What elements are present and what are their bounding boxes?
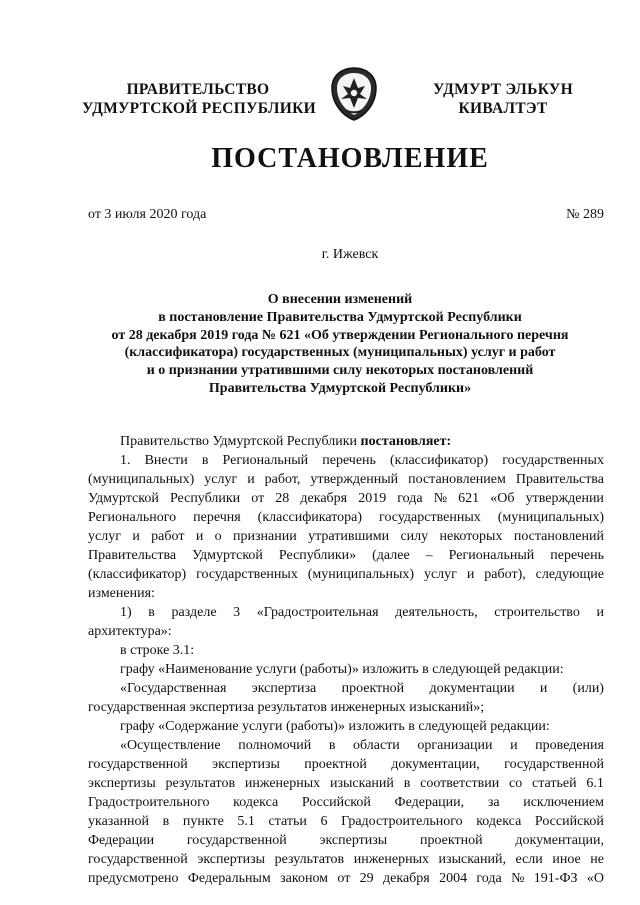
body-word: архитектура»: xyxy=(88,624,172,639)
body-word: Российской xyxy=(301,795,371,810)
body-word: «Осуществление xyxy=(120,738,221,753)
body-word: изменения: xyxy=(88,586,155,601)
body-word: соответствии xyxy=(420,776,500,791)
body-word: деятельность, xyxy=(395,605,478,620)
heading-line: (классификатора) государственных (муниципальных) услуг и работ xyxy=(124,345,556,361)
body-word: – xyxy=(425,548,433,563)
body-word: Регионального xyxy=(88,510,177,525)
body-line xyxy=(88,622,604,641)
document-title: ПОСТАНОВЛЕНИЕ xyxy=(211,143,489,174)
body-line xyxy=(88,603,604,622)
body-word: разделе xyxy=(171,605,217,620)
body-line xyxy=(88,489,604,508)
body-word: года xyxy=(397,491,423,506)
heading-line: в постановление Правительства Удмуртской Республики xyxy=(158,309,522,325)
body-word: изысканий xyxy=(329,776,394,791)
body-word: 1) xyxy=(120,605,132,620)
body-word: года xyxy=(476,871,502,886)
body-word: кодекса xyxy=(233,795,279,810)
body-word: строительство xyxy=(494,605,580,620)
body-line xyxy=(88,812,604,831)
body-word: перечень xyxy=(550,548,604,563)
body-word: и xyxy=(466,567,475,582)
body-word: 6 xyxy=(320,814,328,829)
body-word: Внести xyxy=(144,453,188,468)
issuer-udmurt-line-2: КИВАЛТЭТ xyxy=(458,100,548,117)
body-word: силу xyxy=(400,529,429,544)
body-word: документации, xyxy=(515,833,604,848)
body-word: если xyxy=(515,852,543,867)
body-word: утверждении xyxy=(525,491,604,506)
body-word: предусмотрено xyxy=(88,871,179,886)
body-word: № xyxy=(433,491,448,506)
body-line xyxy=(88,793,604,812)
body-word: за xyxy=(487,795,500,810)
body-word: (муниципальных) xyxy=(497,510,604,525)
body-word: государственной xyxy=(186,833,287,848)
body-word: не xyxy=(590,852,604,867)
body-word: экспертизы xyxy=(88,776,156,791)
body-word: проектной xyxy=(420,833,483,848)
body-word: (или) xyxy=(572,681,604,696)
body-word: инженерных xyxy=(353,852,429,867)
body-word: результатов xyxy=(165,776,236,791)
body-word: Федерации, xyxy=(394,795,465,810)
body-word: экспертизы xyxy=(212,757,280,772)
body-word: и xyxy=(596,605,604,620)
body-word: государственной xyxy=(504,757,604,772)
body-word: области xyxy=(353,738,400,753)
body-word: государственной xyxy=(88,757,188,772)
body-line xyxy=(88,755,604,774)
heading-line: Правительства Удмуртской Республики» xyxy=(208,380,472,396)
intro-line xyxy=(88,432,604,451)
document-city: г. Ижевск xyxy=(321,247,379,262)
body-word: услуг xyxy=(88,529,121,544)
body-word: 621 xyxy=(458,491,480,506)
body-word: Федеральным xyxy=(187,871,271,886)
body-word: в xyxy=(328,738,336,753)
body-word: полномочий xyxy=(238,738,312,753)
body-line xyxy=(88,546,604,565)
coat-of-arms-emblem xyxy=(329,66,379,122)
body-word: государственная экспертиза результатов инженерных изысканий»; xyxy=(88,700,485,715)
body-word: перечень xyxy=(322,453,376,468)
body-word: 5.1 xyxy=(237,814,255,829)
body-word: о xyxy=(214,529,222,544)
body-word: утратившими xyxy=(308,529,390,544)
issuer-line-1: ПРАВИТЕЛЬСТВО xyxy=(126,81,270,98)
body-word: исключением xyxy=(523,795,604,810)
document-body xyxy=(88,432,604,888)
heading-line: и о признании утратившими силу некоторых постановлений xyxy=(146,363,534,379)
body-word: законом xyxy=(280,871,329,886)
body-word: Градостроительного xyxy=(88,795,210,810)
body-word: иное xyxy=(552,852,581,867)
body-word: Градостроительного xyxy=(341,814,463,829)
body-word: услуг xyxy=(423,567,457,582)
intro-text: Правительство Удмуртской Республики xyxy=(120,434,361,449)
body-word: в строке 3.1: xyxy=(120,643,195,658)
body-line xyxy=(88,850,604,869)
body-word: (муниципальных) xyxy=(307,567,415,582)
body-word: 29 xyxy=(359,871,374,886)
issuer-line-2: УДМУРТСКОЙ РЕСПУБЛИКИ xyxy=(82,100,317,117)
body-word: и xyxy=(132,529,140,544)
body-word: экспертизы xyxy=(197,852,266,867)
body-word: перечня xyxy=(193,510,241,525)
body-word: организации xyxy=(417,738,493,753)
body-word: документации, xyxy=(391,757,480,772)
body-word: статьи xyxy=(268,814,307,829)
document-heading xyxy=(80,291,600,398)
body-word: 28 xyxy=(275,491,290,506)
body-word: постановлением xyxy=(408,472,506,487)
body-line xyxy=(88,508,604,527)
heading-line: О внесении изменений xyxy=(267,292,413,307)
body-word: 3 xyxy=(233,605,241,620)
body-word: государственных xyxy=(502,453,604,468)
body-word: Удмуртской xyxy=(88,491,159,506)
issuer-udmurt xyxy=(418,80,588,118)
body-word: результатов xyxy=(274,852,345,867)
body-word: (далее xyxy=(372,548,410,563)
body-word: проведения xyxy=(535,738,604,753)
body-word: Республики xyxy=(169,491,241,506)
body-word: (классификатор) xyxy=(88,567,187,582)
body-word: постановлений xyxy=(513,529,604,544)
body-word: «Об xyxy=(490,491,515,506)
body-line xyxy=(88,831,604,850)
body-line xyxy=(88,584,604,603)
body-word: и xyxy=(539,681,548,696)
body-word: № xyxy=(511,871,525,886)
body-word: Региональный xyxy=(222,453,309,468)
body-word: Региональный xyxy=(448,548,535,563)
body-word: и xyxy=(247,472,255,487)
body-word: изысканий, xyxy=(438,852,506,867)
body-word: проектной xyxy=(341,681,405,696)
body-word: графу «Наименование услуги (работы)» изложить в следующей редакции: xyxy=(120,662,564,677)
body-word: и xyxy=(195,529,204,544)
body-word: кодекса xyxy=(476,814,522,829)
body-word: следующие xyxy=(535,567,604,582)
body-word: работ), xyxy=(484,567,526,582)
body-word: в xyxy=(162,814,170,829)
body-word: «Градостроительная xyxy=(256,605,379,620)
body-word: (муниципальных) xyxy=(88,472,195,487)
body-word: Правительства xyxy=(515,472,604,487)
body-word: декабря xyxy=(383,871,430,886)
heading-line: от 28 декабря 2019 года № 621 «Об утверждении Регионального перечня xyxy=(111,327,569,343)
body-word: от xyxy=(337,871,351,886)
body-word: экспертиза xyxy=(251,681,317,696)
document-date: от 3 июля 2020 года xyxy=(88,207,207,222)
body-word: пункте xyxy=(182,814,224,829)
body-line xyxy=(88,679,604,698)
body-word: в xyxy=(201,453,209,468)
body-word: утвержденный xyxy=(310,472,399,487)
body-line xyxy=(88,565,604,584)
body-word: Республики» xyxy=(278,548,357,563)
body-word: «Государственная xyxy=(120,681,227,696)
body-line xyxy=(88,660,604,679)
intro-bold: постановляет: xyxy=(360,434,452,449)
body-word: признании xyxy=(233,529,297,544)
body-line xyxy=(88,527,604,546)
body-word: и xyxy=(510,738,518,753)
body-word: работ, xyxy=(264,472,301,487)
body-word: проектной xyxy=(304,757,367,772)
body-line xyxy=(88,698,604,717)
body-word: статьей xyxy=(532,776,577,791)
body-word: 2019 xyxy=(358,491,387,506)
body-line xyxy=(88,869,604,888)
body-word: «О xyxy=(586,871,604,886)
body-line xyxy=(88,451,604,470)
document-number: № 289 xyxy=(566,207,604,222)
body-word: услуг xyxy=(204,472,238,487)
issuer-udmurt-line-1: УДМУРТ ЭЛЬКУН xyxy=(433,81,573,98)
body-line xyxy=(88,470,604,489)
body-word: Правительства xyxy=(88,548,177,563)
body-word: 191-ФЗ xyxy=(533,871,578,886)
body-word: документации xyxy=(429,681,515,696)
body-word: государственных xyxy=(379,510,481,525)
body-line xyxy=(88,717,604,736)
body-word: 6.1 xyxy=(586,776,604,791)
body-word: от xyxy=(251,491,265,506)
body-word: 1. xyxy=(120,453,131,468)
body-line xyxy=(88,736,604,755)
body-line xyxy=(88,641,604,660)
body-word: графу «Содержание услуги (работы)» изложить в следующей редакции: xyxy=(120,719,550,734)
body-word: (классификатора) xyxy=(257,510,363,525)
body-word: в xyxy=(148,605,155,620)
body-word: государственных xyxy=(196,567,298,582)
body-word: экспертизы xyxy=(319,833,388,848)
issuer-russian xyxy=(82,80,317,118)
body-line xyxy=(88,774,604,793)
body-word: указанной xyxy=(88,814,150,829)
body-word: инженерных xyxy=(244,776,321,791)
body-word: в xyxy=(403,776,411,791)
body-word: Удмуртской xyxy=(192,548,263,563)
body-word: декабря xyxy=(300,491,348,506)
body-word: некоторых xyxy=(439,529,503,544)
body-word: государственной xyxy=(88,852,188,867)
body-word: со xyxy=(509,776,523,791)
body-word: (классификатор) xyxy=(390,453,489,468)
body-word: работ xyxy=(151,529,185,544)
body-word: Российской xyxy=(534,814,604,829)
body-word: 2004 xyxy=(439,871,468,886)
body-word: Федерации xyxy=(88,833,155,848)
